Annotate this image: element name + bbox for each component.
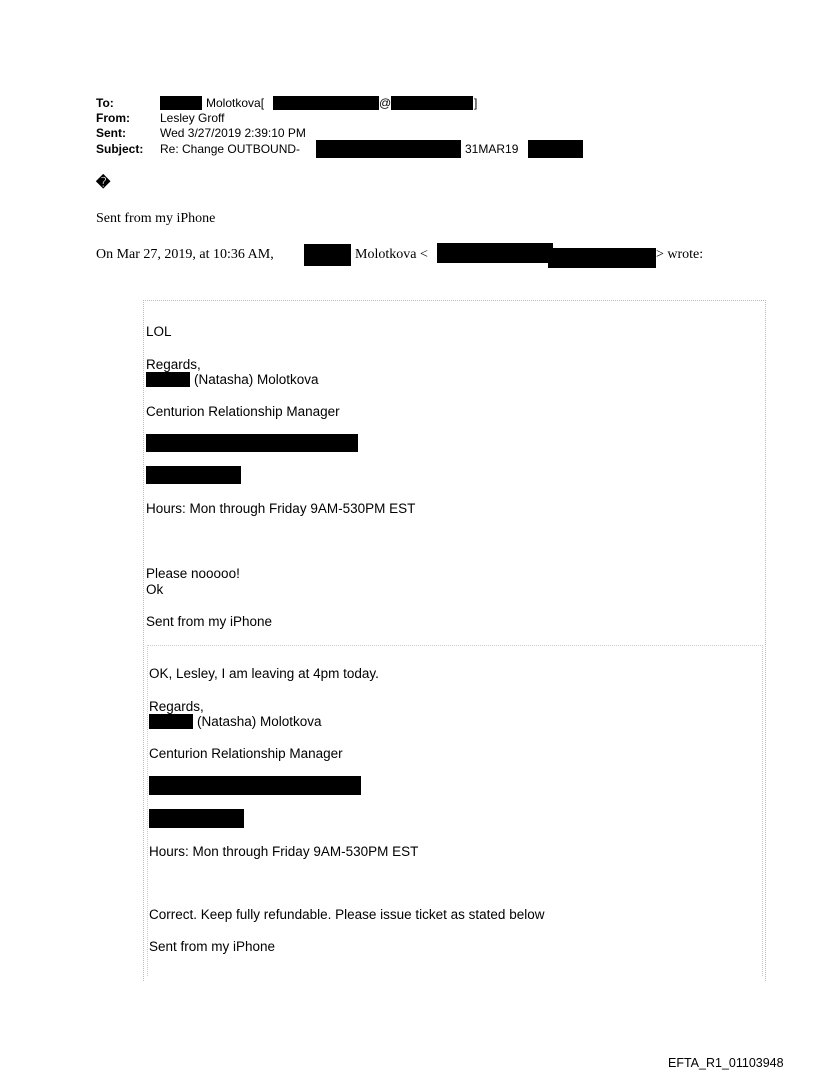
quote2-sent-from: Sent from my iPhone — [149, 939, 276, 954]
quote2-message: OK, Lesley, I am leaving at 4pm today. — [149, 666, 379, 681]
redaction-block — [528, 140, 583, 158]
subject-prefix: Re: Change OUTBOUND- — [160, 142, 301, 156]
quote1-name: (Natasha) Molotkova — [194, 372, 319, 387]
quote2-hours: Hours: Mon through Friday 9AM-530PM EST — [149, 844, 419, 859]
from-label: From: — [96, 111, 130, 125]
redaction-block — [149, 809, 244, 828]
redaction-block — [149, 714, 193, 729]
quote1-hours: Hours: Mon through Friday 9AM-530PM EST — [146, 501, 416, 516]
subject-date: 31MAR19 — [465, 142, 519, 156]
to-end: ] — [474, 96, 478, 110]
quote1-message: LOL — [146, 324, 172, 339]
to-name: Molotkova[ — [206, 96, 265, 110]
quote1-sent-from: Sent from my iPhone — [146, 614, 273, 629]
quote1-regards: Regards, — [146, 357, 201, 372]
redaction-block — [146, 372, 190, 387]
attribution-prefix: On Mar 27, 2019, at 10:36 AM, — [96, 247, 274, 262]
quote1-reply-line2: Ok — [146, 582, 164, 597]
attribution-name: Molotkova < — [355, 247, 428, 262]
sent-label: Sent: — [96, 126, 126, 140]
quote2-title: Centurion Relationship Manager — [149, 746, 343, 761]
redaction-block — [146, 434, 358, 452]
quote2-reply-line: Correct. Keep fully refundable. Please issue ticket as stated below — [149, 907, 545, 922]
document-id: EFTA_R1_01103948 — [668, 1056, 784, 1070]
sent-from-iphone: Sent from my iPhone — [96, 211, 216, 226]
redaction-block — [437, 243, 553, 263]
quote1-title: Centurion Relationship Manager — [146, 404, 340, 419]
redaction-block — [316, 140, 461, 158]
redaction-block — [160, 96, 202, 110]
redaction-block — [146, 466, 241, 484]
quote2-name: (Natasha) Molotkova — [197, 714, 322, 729]
redaction-block — [273, 96, 379, 110]
redaction-block — [548, 248, 656, 268]
redaction-block — [149, 776, 361, 795]
redaction-block — [304, 244, 351, 266]
redaction-block — [391, 96, 473, 110]
sent-value: Wed 3/27/2019 2:39:10 PM — [160, 126, 306, 140]
quote2-regards: Regards, — [149, 699, 204, 714]
subject-label: Subject: — [96, 142, 144, 156]
quote1-reply-line1: Please nooooo! — [146, 566, 240, 581]
to-at: @ — [379, 96, 392, 110]
replacement-char: � — [96, 174, 111, 190]
from-value: Lesley Groff — [160, 111, 225, 125]
attribution-wrote: > wrote: — [656, 247, 704, 262]
to-label: To: — [96, 96, 114, 110]
